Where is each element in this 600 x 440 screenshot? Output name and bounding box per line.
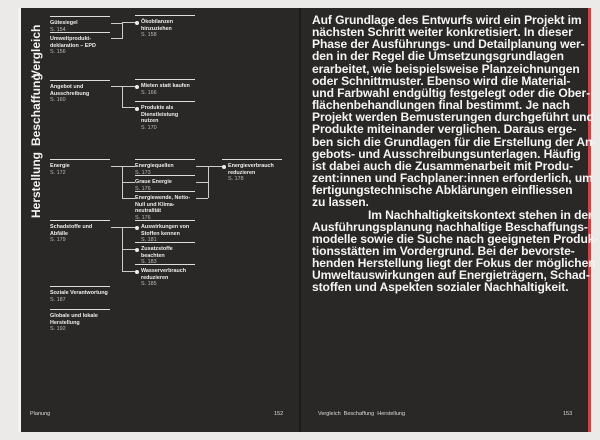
connector-line: [196, 198, 208, 199]
node-title: Graue Energie: [135, 179, 172, 185]
node-page-ref: S. 160: [50, 97, 66, 104]
node-title: Wasserverbrauch reduzieren: [135, 268, 195, 281]
node-title: Energie: [50, 163, 70, 169]
connector-line: [111, 23, 122, 24]
connector-line: [122, 86, 123, 107]
diagram-node: [135, 15, 195, 39]
body-text-line: henden Herstellung liegt der Fokus der möglichen: [312, 256, 596, 271]
body-text-line: Projekt werden Bemusterungen durchgeführt und: [312, 110, 594, 125]
diagram-node: [50, 159, 110, 176]
diagram-node: [135, 79, 195, 96]
diagram-node: [135, 175, 195, 192]
body-text-line: stoffen und Aspekten sozialer Nachhaltigkeit.: [312, 280, 569, 295]
connector-line: [122, 249, 135, 250]
diagram-node: [50, 32, 110, 56]
body-text-line: Phase der Ausführungs- und Detailplanung wer-: [312, 37, 585, 52]
book-spine: [299, 8, 301, 432]
node-page-ref: S. 166: [141, 89, 157, 96]
body-text: [312, 14, 598, 294]
footer-breadcrumb: Vergleich Beschaffung Herstellung: [318, 411, 406, 417]
node-title: Energiequellen: [135, 163, 174, 169]
body-text-line: und Farbwahl endgültig festgelegt oder die Ober-: [312, 85, 591, 100]
connector-line: [122, 107, 135, 108]
node-title: Globale und lokale Herstellung: [50, 313, 98, 326]
connector-line: [122, 23, 123, 39]
node-page-ref: S. 176: [135, 214, 151, 221]
footer-section-label: Planung: [30, 411, 51, 417]
node-title: Soziale Verantwortung: [50, 290, 108, 296]
node-title: Mieten statt kaufen: [135, 83, 195, 90]
connector-line: [208, 166, 209, 198]
diagram-node: [50, 286, 110, 303]
section-label: Herstellung: [29, 151, 43, 218]
body-text-line: Im Nachhaltigkeitskontext stehen in der: [368, 207, 593, 222]
connector-line: [111, 227, 122, 228]
body-text-line: fertigungstechnische Abklärungen einfliessen: [312, 183, 573, 198]
body-text-line: nächsten Schritt weiter konkretisiert. In dieser: [312, 25, 573, 40]
connector-line: [111, 86, 122, 87]
node-page-ref: S. 179: [50, 237, 66, 244]
body-text-line: gebots- und Ausschreibungsunterlagen. Häufig: [312, 146, 581, 161]
node-title: Angebot und Ausschreibung: [50, 84, 90, 97]
connector-line: [122, 227, 135, 228]
connector-line: [122, 86, 135, 87]
node-page-ref: S. 173: [135, 169, 151, 176]
node-page-ref: S. 185: [141, 281, 157, 288]
body-text-line: zent:innen und Fachplaner:innen erforderlich, um: [312, 171, 593, 186]
diagram-node: [222, 159, 282, 183]
body-text-line: Umweltauswirkungen auf Energieträgern, Schad-: [312, 268, 590, 283]
connector-line: [196, 182, 208, 183]
diagram-node: [50, 220, 110, 244]
diagram-node: [50, 16, 110, 33]
diagram-node: [50, 80, 110, 104]
page-number-right: 153: [563, 411, 573, 417]
diagram-node: [135, 220, 195, 244]
diagram-node: [135, 101, 195, 131]
body-text-line: oder Schnittmuster. Ebenso wird die Material-: [312, 73, 571, 88]
node-page-ref: S. 183: [141, 259, 157, 266]
section-label: Vergleich: [29, 24, 43, 78]
node-title: Schadstoffe und Abfälle: [50, 224, 93, 237]
node-page-ref: S. 158: [141, 32, 157, 39]
body-text-line: Auf Grundlage des Entwurfs wird ein Projekt im: [312, 13, 582, 27]
node-page-ref: S. 156: [50, 49, 66, 56]
diagram-node: [135, 191, 195, 221]
node-title: Energiewende, Netto-Null und Klima-neutralität: [135, 195, 191, 215]
diagram-node: [50, 309, 110, 333]
body-text-line: erarbeitet, wie beispielsweise Planzeichnungen: [312, 61, 580, 76]
node-title: Produkte als Dienstleistung nutzen: [135, 105, 195, 125]
diagram-node: [135, 242, 195, 266]
connector-line: [196, 166, 208, 167]
node-title: Energieverbrauch reduzieren: [222, 163, 282, 176]
connector-line: [122, 22, 135, 23]
body-text-line: Produkte miteinander verglichen. Daraus erge-: [312, 122, 577, 137]
body-text-line: ist dabei auch die Zusammenarbeit mit Produ-: [312, 158, 574, 173]
connector-line: [122, 198, 135, 199]
node-title: Gütesiegel: [50, 20, 78, 26]
connector-line: [111, 38, 122, 39]
node-page-ref: S. 172: [50, 169, 66, 176]
page-number-left: 152: [274, 411, 284, 417]
section-label: Beschaffung: [29, 73, 43, 146]
connector-line: [208, 166, 222, 167]
node-page-ref: S. 176: [135, 185, 151, 192]
connector-line: [122, 166, 135, 167]
node-page-ref: S. 154: [50, 26, 66, 33]
node-page-ref: S. 192: [50, 326, 66, 333]
node-page-ref: S. 181: [141, 237, 157, 244]
node-page-ref: S. 170: [141, 124, 157, 131]
diagram-node: [135, 264, 195, 288]
node-title: Zusatzstoffe beachten: [135, 246, 195, 259]
node-title: Auswirkungen von Stoffen kennen: [135, 224, 195, 237]
node-title: Umweltprodukt-deklaration – EPD: [50, 36, 96, 49]
node-title: Ökobilanzen hinzuziehen: [135, 19, 195, 32]
node-page-ref: S. 187: [50, 296, 66, 303]
body-text-line: den in der Regel die Umsetzungsgrundlagen: [312, 49, 564, 64]
body-text-line: modelle sowie die Suche nach geeigneten Produk-: [312, 231, 599, 246]
body-text-line: zu lassen.: [312, 195, 369, 210]
connector-line: [122, 182, 135, 183]
body-text-line: Ausführungsplanung nachhaltige Beschaffungs-: [312, 219, 588, 234]
connector-line: [122, 271, 135, 272]
node-page-ref: S. 178: [228, 176, 244, 183]
body-text-line: tionsstätten im Vordergrund. Bei der bevorste-: [312, 243, 575, 258]
connector-line: [111, 166, 122, 167]
diagram-node: [135, 159, 195, 176]
body-text-line: flächenbehandlungen final bestimmt. Je nach: [312, 98, 570, 113]
body-text-line: ben sich die Grundlagen für die Erstellung der An-: [312, 134, 597, 149]
